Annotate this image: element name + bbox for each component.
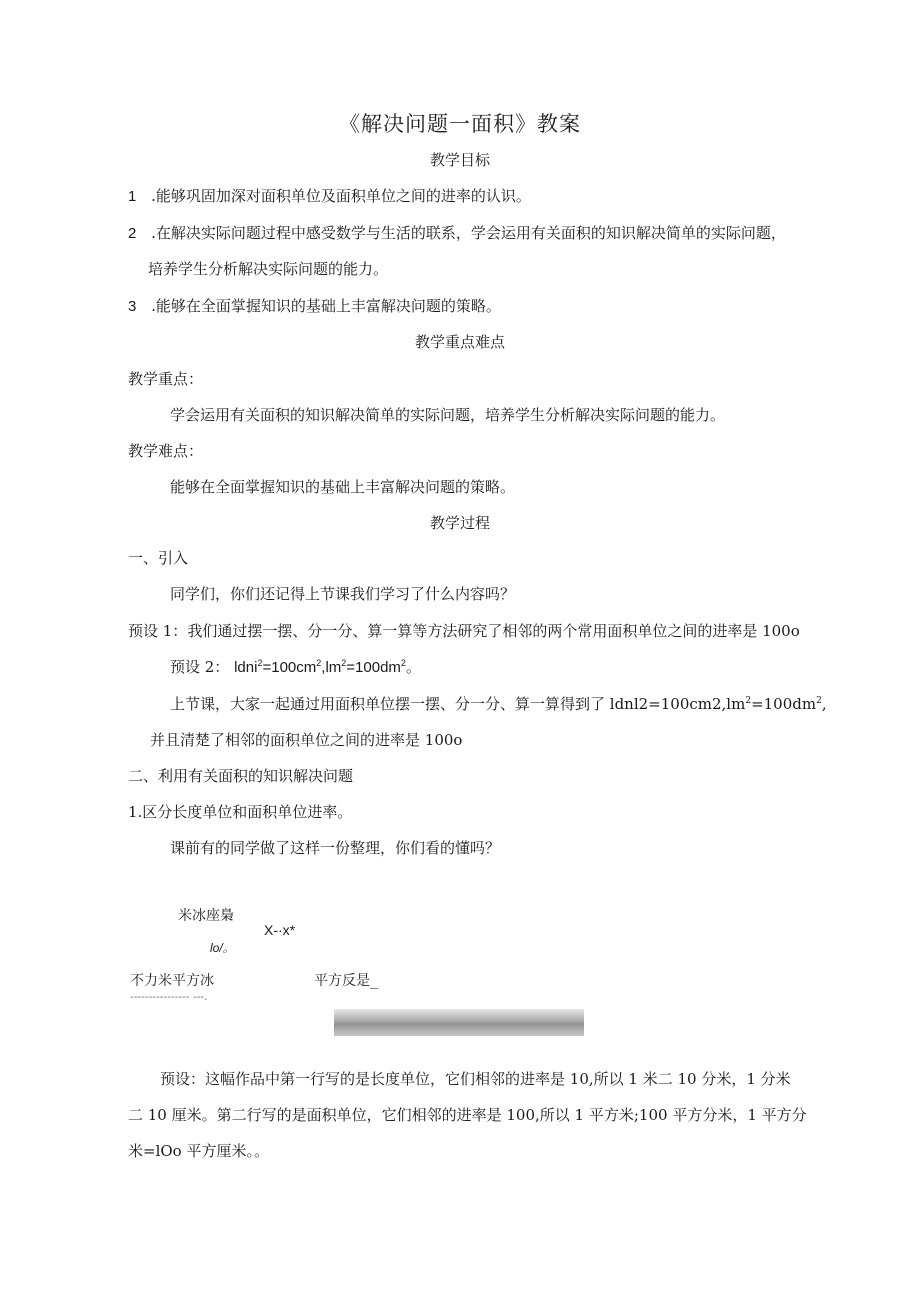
intro-question: 同学们，你们还记得上节课我们学习了什么内容吗？ xyxy=(170,585,516,603)
goal-1-text: .能够巩固加深对面积单位及面积单位之间的进率的认识。 xyxy=(151,187,531,205)
part1-heading: 一、引入 xyxy=(128,549,189,567)
figure-area-units: 不力米平方冰 xyxy=(130,973,214,989)
goal-3-text: .能够在全面掌握知识的基础上丰富解决问题的策略。 xyxy=(151,297,501,315)
figure-question: 课前有的同学做了这样一份整理，你们看的懂吗？ xyxy=(170,839,501,857)
difficulty-text: 能够在全面掌握知识的基础上丰富解决问题的策略。 xyxy=(170,478,516,496)
step-1: 1.区分长度单位和面积单位进率。 xyxy=(128,803,353,821)
preset-2: 预设 2： $ldni^2=100cm^2,lm^2=100dm^2$。 xyxy=(170,658,421,676)
goal-1 xyxy=(128,186,531,207)
scan-smudge xyxy=(334,1009,584,1036)
focus-label: 教学重点： xyxy=(128,370,204,388)
goal-2 xyxy=(128,223,786,244)
preset-1-label: 预设 1： xyxy=(128,622,188,640)
preset-1 xyxy=(128,621,800,641)
goal-2-number: 2 xyxy=(128,225,137,242)
goals-heading: 教学目标 xyxy=(429,151,490,169)
goal-3-number: 3 xyxy=(128,298,137,315)
goal-2-text: .在解决实际问题过程中感受数学与生活的联系，学会运用有关面积的知识解决简单的实际问题， xyxy=(151,224,786,242)
answer-line-3: 米=lOo 平方厘米。。 xyxy=(128,1142,269,1160)
goal-1-number: 1 xyxy=(128,188,137,205)
figure-area-note: 平方反是_ xyxy=(314,973,379,989)
answer-line-1: 预设：这幅作品中第一行写的是长度单位，它们相邻的进率是 10,所以 1 米二 10 分米，1 分米 xyxy=(160,1070,791,1088)
recap-continuation: 并且清楚了相邻的面积单位之间的进率是 100o xyxy=(150,731,463,749)
figure-ratio: lo/。 xyxy=(210,941,235,955)
recap-line: 上节课，大家一起通过用面积单位摆一摆、分一分、算一算得到了 $ldnl2=100cm2,lm^2=100dm^2$, xyxy=(170,695,827,713)
part2-heading: 二、利用有关面积的知识解决问题 xyxy=(128,767,354,785)
key-heading: 教学重点难点 xyxy=(414,333,505,351)
goal-3 xyxy=(128,296,501,317)
goal-2-continuation: 培养学生分析解决实际问题的能力。 xyxy=(148,260,389,278)
figure-length-units: 米冰座梟 xyxy=(178,908,234,924)
preset-1-text: 我们通过摆一摆、分一分、算一算等方法研究了相邻的两个常用面积单位之间的进率是 100o xyxy=(187,622,800,640)
answer-line-2: 二 10 厘米。第二行写的是面积单位，它们相邻的进率是 100,所以 1 平方米;100 平方分米，1 平方分 xyxy=(128,1106,807,1124)
difficulty-label: 教学难点： xyxy=(128,442,204,460)
figure-dashes: ---------------- ---. xyxy=(130,990,208,1003)
focus-text: 学会运用有关面积的知识解决简单的实际问题，培养学生分析解决实际问题的能力。 xyxy=(170,406,726,424)
preset-2-label: 预设 2： xyxy=(170,658,230,676)
figure-mark: X-·x* xyxy=(264,922,296,938)
document-title: 《解决问题一面积》教案 xyxy=(339,112,581,136)
preset-2-formula: $ldni^2=100cm^2,lm^2=100dm^2$ xyxy=(234,658,406,676)
process-heading: 教学过程 xyxy=(429,514,490,532)
